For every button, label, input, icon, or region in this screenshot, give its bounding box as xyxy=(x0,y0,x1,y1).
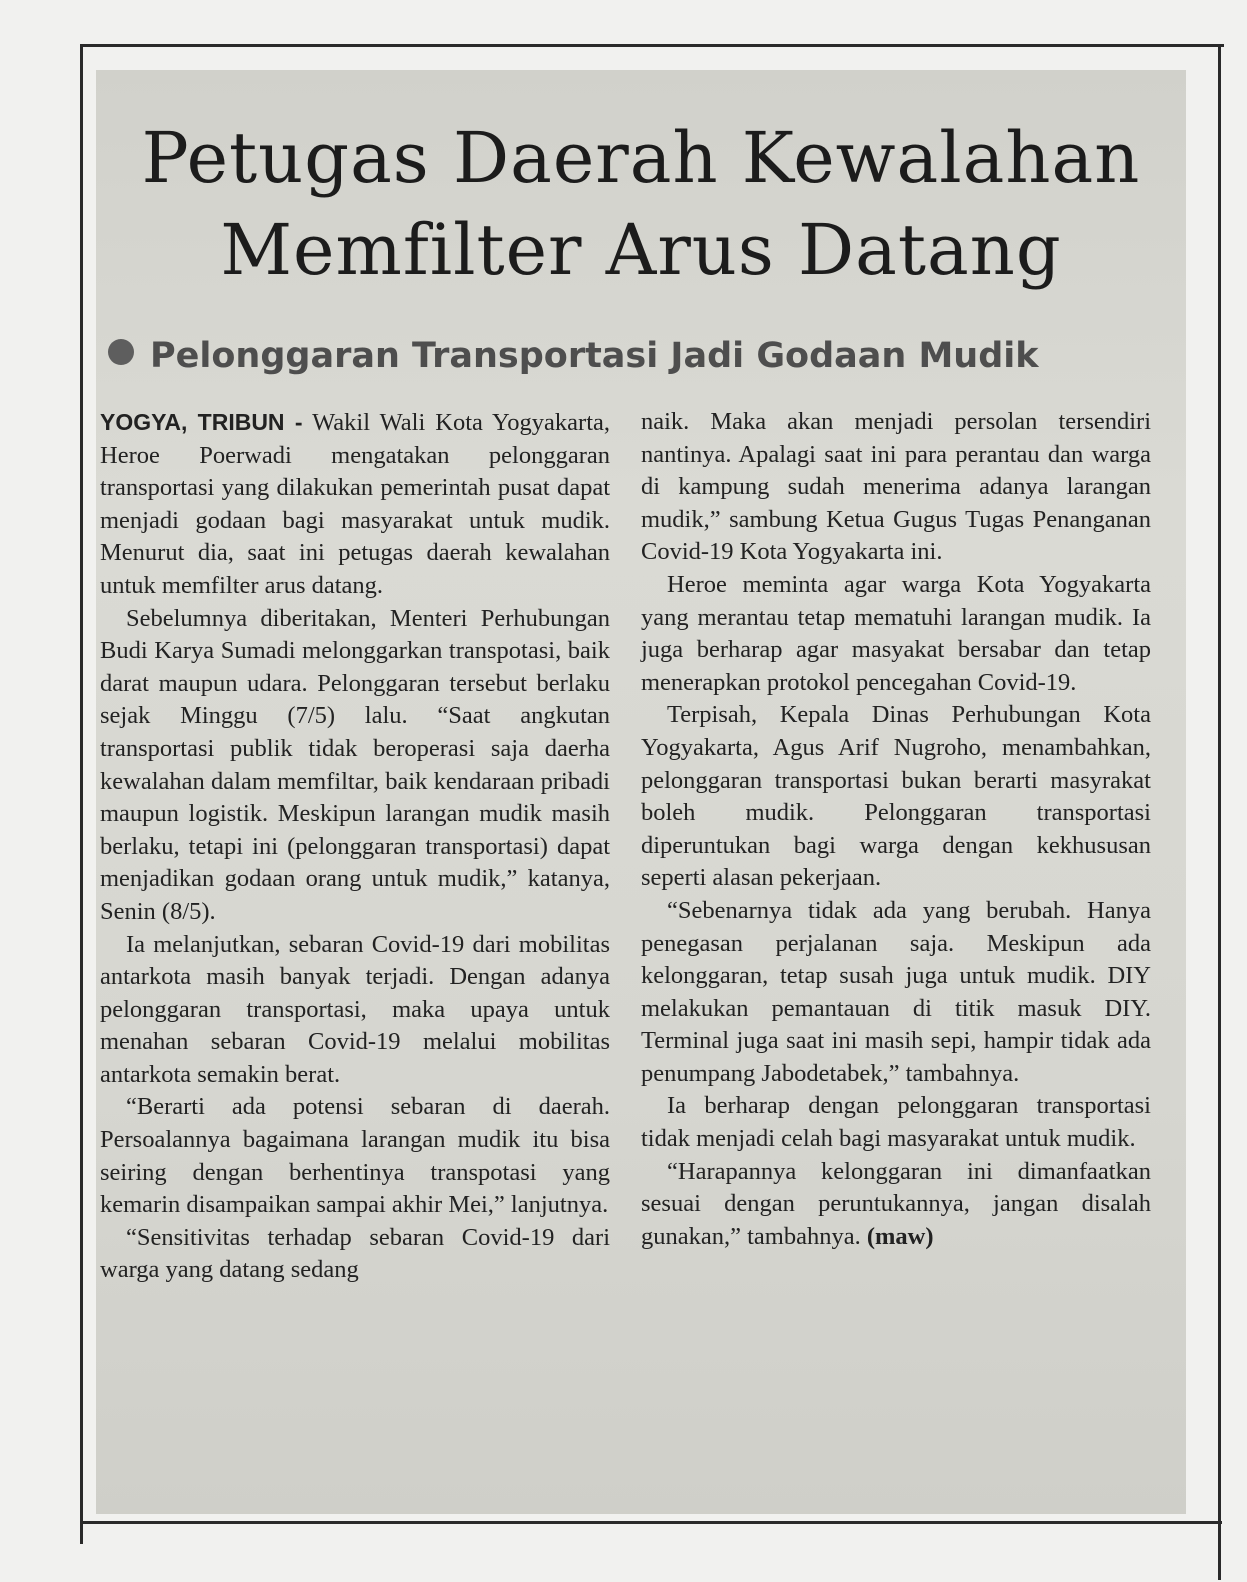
paragraph-8: “Sebenarnya tidak ada yang berubah. Hanya penegasan perjalanan saja. Meskipun ada kelonggaran, tetap susah juga untuk mudik. DIY melakukan pemantauan di titik masuk DIY. Terminal juga saat ini masih sepi, hampir tidak ada penumpang Jabodetabek,” tambahnya. xyxy=(641,896,1151,1087)
paragraph-3: Ia melanjutkan, sebaran Covid-19 dari mobilitas antarkota masih banyak terjadi. Dengan adanya pelonggaran transportasi, maka upaya untuk menahan sebaran Covid-19 melalui mobilitas antarkota semakin berat. xyxy=(100,930,610,1088)
paragraph-5-start: “Sensitivitas terhadap sebaran Covid-19 dari warga yang datang sedang xyxy=(100,1223,610,1284)
paragraph-5-end: naik. Maka akan menjadi persolan tersendiri nantinya. Apalagi saat ini para perantau dan warga di kampung sudah menerima adanya larangan mudik,” sambung Ketua Gugus Tugas Penanganan Covid-19 Kota Yogyakarta ini. xyxy=(641,408,1151,566)
paragraph-2: Sebelumnya diberitakan, Menteri Perhubungan Budi Karya Sumadi melonggarkan transpotasi, baik darat maupun udara. Pelonggaran tersebut berlaku sejak Minggu (7/5) lalu. “Saat angkutan transportasi publik tidak beroperasi saja daerha kewalahan dalam memfiltar, baik kendaraan pribadi maupun logistik. Meskipun larangan mudik masih berlaku, tetapi ini (pelonggaran transportasi) dapat menjadikan godaan orang untuk mudik,” katanya, Senin (8/5). xyxy=(100,604,610,925)
paragraph-7: Terpisah, Kepala Dinas Perhubungan Kota Yogyakarta, Agus Arif Nugroho, menambahkan, pelonggaran transportasi bukan berarti masyrakat boleh mudik. Pelonggaran transportasi diperuntukan bagi warga dengan kekhususan seperti alasan pekerjaan. xyxy=(641,701,1151,892)
byline: (maw) xyxy=(866,1222,934,1250)
article-column-right xyxy=(641,406,1151,1253)
paragraph-10-text: “Harapannya kelonggaran ini dimanfaatkan sesuai dengan peruntukannya, jangan disalah gunakan,” tambahnya. xyxy=(641,1157,1151,1250)
headline-line-1: Petugas Daerah Kewalahan xyxy=(141,117,1141,199)
headline xyxy=(96,112,1186,296)
subheadline-text: Pelonggaran Transportasi Jadi Godaan Mudik xyxy=(150,336,1039,376)
bullet-icon xyxy=(108,339,134,365)
paragraph-6: Heroe meminta agar warga Kota Yogyakarta yang merantau tetap mematuhi larangan mudik. Ia juga berharap agar masyakat bersabar dan tetap menerapkan protokol pencegahan Covid-19. xyxy=(641,570,1151,696)
subheadline xyxy=(108,336,1039,376)
paragraph-1 xyxy=(100,406,610,603)
paragraph-9: Ia berharap dengan pelonggaran transportasi tidak menjadi celah bagi masyarakat untuk mudik. xyxy=(641,1092,1151,1153)
article-column-left xyxy=(100,406,610,1287)
dateline: YOGYA, TRIBUN - xyxy=(100,409,303,435)
frame-bottom-border xyxy=(80,1521,1222,1524)
paragraph-4: “Berarti ada potensi sebaran di daerah. Persoalannya bagaimana larangan mudik itu bisa seiring dengan berhentinya transpotasi yang kemarin disampaikan sampai akhir Mei,” lanjutnya. xyxy=(100,1093,610,1219)
paragraph-1-text: Wakil Wali Kota Yogyakarta, Heroe Poerwadi mengatakan pelonggaran transportasi yang dilakukan pemerintah pusat dapat menjadi godaan bagi masyarakat untuk mudik. Menurut dia, saat ini petugas daerah kewalahan untuk memfilter arus datang. xyxy=(100,409,611,599)
headline-line-2: Memfilter Arus Datang xyxy=(220,209,1062,291)
frame-right-border xyxy=(1218,44,1221,1580)
frame-top-border xyxy=(82,44,1224,47)
paragraph-10 xyxy=(641,1156,1151,1254)
frame-left-border xyxy=(80,44,83,1544)
